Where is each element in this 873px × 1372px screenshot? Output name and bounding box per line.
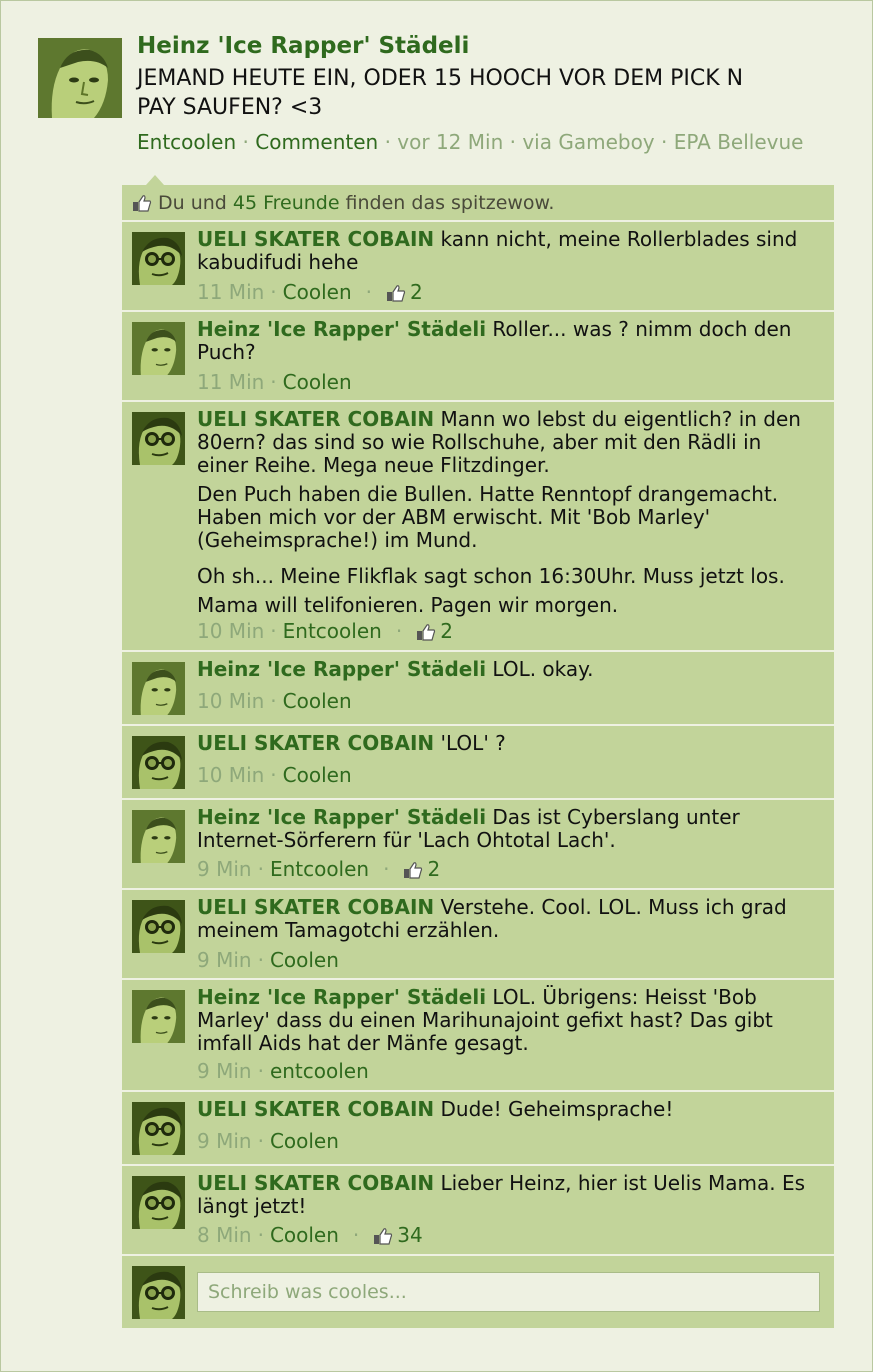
comment-body bbox=[197, 896, 817, 942]
comment-text: Dude! Geheimsprache! bbox=[440, 1097, 674, 1121]
comment-text: Oh sh... Meine Flikflak sagt schon 16:30Uhr. Muss jetzt los. Mama will telifonieren. Pagen wir morgen. bbox=[197, 564, 785, 617]
comment-time: 9 Min bbox=[197, 857, 252, 881]
post-time: vor 12 Min bbox=[397, 130, 504, 154]
meta-separator: · bbox=[257, 857, 264, 881]
comment-avatar[interactable] bbox=[132, 990, 185, 1043]
thumbs-up-icon[interactable] bbox=[403, 860, 423, 878]
comment-text: Roller... was ? nimm doch den Puch? bbox=[197, 317, 792, 364]
meta-separator: · bbox=[270, 370, 277, 394]
comment-time: 11 Min bbox=[197, 370, 265, 394]
meta-separator: · bbox=[352, 1223, 360, 1247]
meta-separator: · bbox=[257, 1129, 264, 1153]
comment-like-link[interactable]: Coolen bbox=[282, 370, 352, 394]
comment-body bbox=[197, 658, 817, 681]
comment-like-count[interactable]: 2 bbox=[410, 280, 423, 304]
comment-item bbox=[122, 890, 834, 980]
comment-text: kann nicht, meine Rollerblades sind kabudifudi hehe bbox=[197, 227, 798, 274]
likes-bar bbox=[122, 185, 834, 222]
comment-like-link[interactable]: Entcoolen bbox=[282, 619, 382, 643]
comment-input[interactable] bbox=[197, 1272, 820, 1312]
comment-meta bbox=[197, 948, 339, 972]
comment-avatar[interactable] bbox=[132, 232, 185, 285]
comment-time: 10 Min bbox=[197, 689, 265, 713]
comment-like-link[interactable]: entcoolen bbox=[269, 1059, 369, 1083]
comment-paragraph bbox=[197, 483, 817, 552]
comment-like-link[interactable]: Coolen bbox=[269, 948, 339, 972]
comment-like-link[interactable]: Coolen bbox=[282, 689, 352, 713]
comment-like-link[interactable]: Coolen bbox=[269, 1129, 339, 1153]
comment-avatar[interactable] bbox=[132, 1102, 185, 1155]
post-via: via Gameboy bbox=[522, 130, 655, 154]
comment-text: LOL. Übrigens: Heisst 'Bob Marley' dass du einen Marihunajoint gefixt hast? Das gibt imfall Aids hat der Mänfe gesagt. bbox=[197, 985, 773, 1055]
comment-meta bbox=[197, 619, 453, 643]
comment-paragraph bbox=[197, 318, 817, 364]
meta-separator: · bbox=[383, 857, 390, 881]
comment-like-count[interactable]: 34 bbox=[397, 1223, 423, 1247]
likes-bar-prefix: Du und bbox=[158, 191, 227, 214]
comment-text: Das ist Cyberslang unter Internet-Sörferern für 'Lach Ohtotal Lach'. bbox=[197, 805, 740, 852]
thumbs-up-icon bbox=[132, 194, 152, 212]
comment-paragraph bbox=[197, 1098, 817, 1121]
comment-time: 8 Min bbox=[197, 1223, 252, 1247]
comment-meta bbox=[197, 857, 440, 881]
comment-meta bbox=[197, 370, 352, 394]
meta-separator: · bbox=[365, 280, 372, 304]
comment-avatar[interactable] bbox=[132, 412, 185, 465]
comment-like-link[interactable]: Entcoolen bbox=[269, 857, 370, 881]
post-author-avatar[interactable] bbox=[38, 38, 122, 118]
comment-item bbox=[122, 312, 834, 402]
comment-paragraph bbox=[197, 408, 817, 477]
thumbs-up-icon[interactable] bbox=[416, 622, 436, 640]
comment-like-count[interactable]: 2 bbox=[427, 857, 441, 881]
comment-author[interactable]: Heinz 'Ice Rapper' Städeli bbox=[197, 317, 487, 341]
comment-item bbox=[122, 726, 834, 800]
comment-item bbox=[122, 402, 834, 652]
comment-meta bbox=[197, 689, 352, 713]
comment-author[interactable]: Heinz 'Ice Rapper' Städeli bbox=[197, 805, 487, 829]
post-author-name[interactable]: Heinz 'Ice Rapper' Städeli bbox=[137, 33, 470, 59]
comment-paragraph bbox=[197, 806, 817, 852]
comment-time: 11 Min bbox=[197, 280, 265, 304]
composer-avatar bbox=[132, 1266, 185, 1319]
comment-time: 10 Min bbox=[197, 619, 265, 643]
comment-body bbox=[197, 806, 817, 852]
comment-author[interactable]: Heinz 'Ice Rapper' Städeli bbox=[197, 985, 487, 1009]
comment-meta bbox=[197, 1129, 339, 1153]
comments-panel bbox=[122, 185, 834, 1328]
comment-meta bbox=[197, 1059, 369, 1083]
comment-author[interactable]: UELI SKATER COBAIN bbox=[197, 1097, 435, 1121]
meta-separator: · bbox=[270, 619, 277, 643]
post-meta bbox=[137, 130, 803, 154]
comment-author[interactable]: UELI SKATER COBAIN bbox=[197, 731, 435, 755]
likes-friends-link[interactable]: 45 Freunde bbox=[232, 191, 340, 214]
meta-separator: · bbox=[257, 948, 264, 972]
comment-paragraph bbox=[197, 228, 817, 274]
meta-separator: · bbox=[257, 1223, 264, 1247]
comment-avatar[interactable] bbox=[132, 900, 185, 953]
comment-item bbox=[122, 980, 834, 1092]
comment-paragraph bbox=[197, 986, 817, 1055]
comment-text: Lieber Heinz, hier ist Uelis Mama. Es längt jetzt! bbox=[197, 1171, 806, 1218]
comment-body bbox=[197, 732, 817, 755]
comment-item bbox=[122, 652, 834, 726]
meta-separator: · bbox=[395, 619, 403, 643]
comment-author[interactable]: UELI SKATER COBAIN bbox=[197, 407, 435, 431]
comment-time: 9 Min bbox=[197, 948, 252, 972]
comment-avatar[interactable] bbox=[132, 736, 185, 789]
likes-bar-suffix: finden das spitzewow. bbox=[345, 191, 555, 214]
post-comment-link[interactable]: Commenten bbox=[255, 130, 379, 154]
comment-text: 'LOL' ? bbox=[440, 731, 506, 755]
comment-paragraph bbox=[197, 1172, 817, 1218]
meta-separator: · bbox=[242, 130, 256, 154]
meta-separator: · bbox=[661, 130, 674, 154]
post-location: EPA Bellevue bbox=[673, 130, 804, 154]
comments-pointer-arrow bbox=[146, 175, 164, 185]
comment-meta bbox=[197, 280, 423, 304]
comment-like-link[interactable]: Coolen bbox=[269, 1223, 339, 1247]
comment-meta bbox=[197, 1223, 423, 1247]
comment-item bbox=[122, 1092, 834, 1166]
comment-text: Den Puch haben die Bullen. Hatte Renntopf drangemacht. Haben mich vor der ABM erwischt. Mit 'Bob Marley' (Geheimsprache!) im Mund. bbox=[197, 482, 779, 552]
comment-author[interactable]: UELI SKATER COBAIN bbox=[197, 895, 435, 919]
comment-author[interactable]: Heinz 'Ice Rapper' Städeli bbox=[197, 657, 487, 681]
comment-time: 9 Min bbox=[197, 1059, 252, 1083]
comment-like-count[interactable]: 2 bbox=[440, 619, 453, 643]
comment-avatar[interactable] bbox=[132, 1176, 185, 1229]
comment-text: Mann wo lebst du eigentlich? in den 80ern? das sind so wie Rollschuhe, aber mit den Rädli in einer Reihe. Mega neue Flitzdinger. bbox=[197, 407, 801, 477]
comment-item bbox=[122, 1166, 834, 1256]
comment-text: Verstehe. Cool. LOL. Muss ich grad meinem Tamagotchi erzählen. bbox=[197, 895, 787, 942]
post-like-link[interactable]: Entcoolen bbox=[137, 130, 237, 154]
comment-body bbox=[197, 986, 817, 1055]
comment-item bbox=[122, 800, 834, 890]
comment-like-link[interactable]: Coolen bbox=[282, 280, 352, 304]
comment-avatar[interactable] bbox=[132, 810, 185, 863]
thumbs-up-icon[interactable] bbox=[386, 283, 406, 301]
comment-time: 9 Min bbox=[197, 1129, 252, 1153]
comment-body bbox=[197, 1098, 817, 1121]
thumbs-up-icon[interactable] bbox=[373, 1226, 393, 1244]
meta-separator: · bbox=[257, 1059, 264, 1083]
comment-paragraph bbox=[197, 658, 817, 681]
meta-separator: · bbox=[270, 280, 277, 304]
post-text: JEMAND HEUTE EIN, ODER 15 HOOCH VOR DEM PICK N PAY SAUFEN? <3 bbox=[137, 66, 744, 120]
meta-separator: · bbox=[384, 130, 398, 154]
comment-item bbox=[122, 222, 834, 312]
comment-paragraph bbox=[197, 896, 817, 942]
meta-separator: · bbox=[270, 689, 277, 713]
comment-paragraph bbox=[197, 732, 817, 755]
meta-separator: · bbox=[270, 763, 277, 787]
comment-author[interactable]: UELI SKATER COBAIN bbox=[197, 1171, 435, 1195]
meta-separator: · bbox=[509, 130, 523, 154]
comment-author[interactable]: UELI SKATER COBAIN bbox=[197, 227, 435, 251]
comment-composer bbox=[122, 1256, 834, 1328]
comment-avatar[interactable] bbox=[132, 662, 185, 715]
comment-time: 10 Min bbox=[197, 763, 265, 787]
comment-avatar[interactable] bbox=[132, 322, 185, 375]
comment-body bbox=[197, 318, 817, 364]
comment-body bbox=[197, 1172, 817, 1218]
comment-paragraph bbox=[197, 562, 817, 620]
comment-like-link[interactable]: Coolen bbox=[282, 763, 352, 787]
comment-body bbox=[197, 408, 817, 620]
comment-body bbox=[197, 228, 817, 274]
comment-text: LOL. okay. bbox=[492, 657, 594, 681]
comment-list bbox=[122, 222, 834, 1256]
comment-meta bbox=[197, 763, 352, 787]
